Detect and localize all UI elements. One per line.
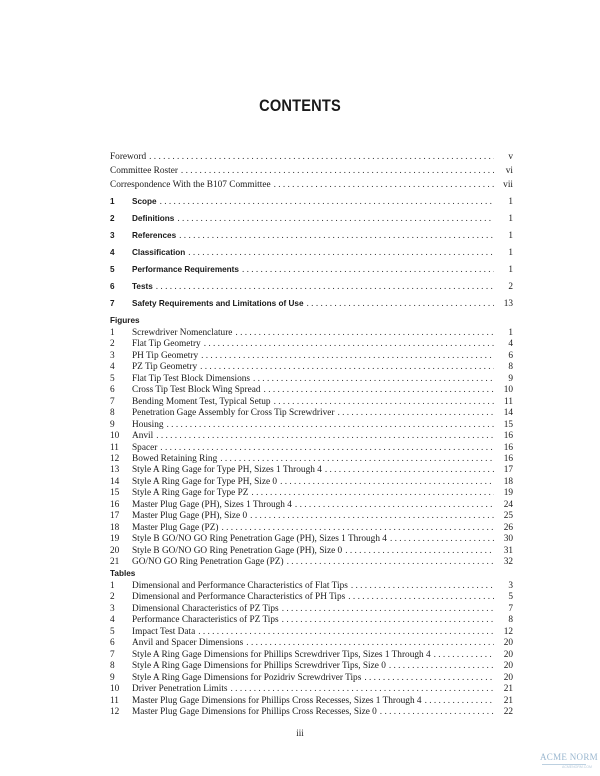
dot-leader bbox=[222, 522, 495, 534]
figure-number: 1 bbox=[110, 328, 115, 338]
section-number: 5 bbox=[110, 265, 115, 274]
figure-label: Style B GO/NO GO Ring Penetration Gage (PH), Sizes 1 Through 4 bbox=[132, 534, 387, 545]
dot-leader bbox=[295, 499, 494, 511]
table-page: 22 bbox=[503, 706, 513, 717]
figure-entry[interactable] bbox=[110, 430, 513, 442]
figure-label: Style A Ring Gage for Type PZ bbox=[132, 488, 249, 499]
toc-entry-page: vii bbox=[503, 180, 513, 190]
figure-entry[interactable] bbox=[110, 442, 513, 454]
figure-label: Spacer bbox=[132, 442, 158, 453]
table-entry[interactable] bbox=[110, 637, 513, 649]
figure-page: 31 bbox=[503, 545, 513, 556]
table-entry[interactable] bbox=[110, 649, 513, 661]
figure-number: 13 bbox=[110, 465, 120, 476]
figure-number: 15 bbox=[110, 488, 120, 499]
figure-page: 17 bbox=[503, 465, 513, 476]
table-number: 8 bbox=[110, 661, 115, 672]
table-label: Anvil and Spacer Dimensions bbox=[132, 638, 244, 649]
figure-page: 16 bbox=[503, 442, 513, 453]
figure-label: Bending Moment Test, Typical Setup bbox=[132, 396, 271, 407]
figure-number: 8 bbox=[110, 408, 115, 419]
table-page: 20 bbox=[503, 649, 513, 660]
dot-leader bbox=[282, 603, 494, 615]
dot-leader bbox=[201, 350, 494, 362]
table-number: 11 bbox=[110, 695, 119, 706]
page-number: iii bbox=[296, 728, 304, 738]
dot-leader bbox=[167, 419, 494, 431]
figure-label: Bowed Retaining Ring bbox=[132, 453, 218, 464]
section-page: 1 bbox=[508, 265, 513, 275]
table-label: Master Plug Gage Dimensions for Phillips Cross Recesses, Size 0 bbox=[132, 706, 377, 717]
figure-entry[interactable] bbox=[110, 556, 513, 568]
dot-leader bbox=[274, 179, 494, 191]
dot-leader bbox=[177, 213, 494, 225]
dot-leader bbox=[181, 165, 494, 177]
table-page: 5 bbox=[508, 592, 513, 603]
dot-leader bbox=[200, 361, 494, 373]
table-number: 2 bbox=[110, 592, 115, 603]
figure-entry[interactable] bbox=[110, 510, 513, 522]
dot-leader bbox=[264, 384, 494, 396]
figure-page: 9 bbox=[508, 373, 513, 384]
dot-leader bbox=[337, 407, 494, 419]
figure-entry[interactable] bbox=[110, 533, 513, 545]
dot-leader bbox=[253, 373, 494, 385]
watermark-subtext: ACMENORM.COM bbox=[562, 765, 592, 769]
table-page: 8 bbox=[508, 615, 513, 626]
figure-entry[interactable] bbox=[110, 361, 513, 373]
dot-leader bbox=[246, 637, 494, 649]
section-number: 3 bbox=[110, 231, 115, 240]
toc-section-tests[interactable] bbox=[110, 281, 513, 293]
section-label: Classification bbox=[132, 248, 186, 257]
figure-page: 16 bbox=[503, 453, 513, 464]
figure-page: 6 bbox=[508, 350, 513, 361]
section-number: 1 bbox=[110, 197, 115, 206]
table-label: Performance Characteristics of PZ Tips bbox=[132, 615, 279, 626]
figure-entry[interactable] bbox=[110, 350, 513, 362]
figure-number: 18 bbox=[110, 522, 120, 533]
dot-leader bbox=[156, 430, 494, 442]
table-page: 20 bbox=[503, 672, 513, 683]
figure-page: 16 bbox=[503, 431, 513, 442]
figure-number: 12 bbox=[110, 453, 120, 464]
dot-leader bbox=[251, 487, 494, 499]
table-number: 7 bbox=[110, 649, 115, 660]
dot-leader bbox=[220, 453, 494, 465]
toc-entry-label: Committee Roster bbox=[110, 166, 178, 176]
section-label: Scope bbox=[132, 197, 157, 206]
table-entry[interactable] bbox=[110, 660, 513, 672]
figure-number: 10 bbox=[110, 431, 120, 442]
figure-label: Style B GO/NO GO Ring Penetration Gage (PH), Size 0 bbox=[132, 545, 343, 556]
table-page: 21 bbox=[503, 695, 513, 706]
toc-entry-committee-roster[interactable] bbox=[110, 165, 513, 177]
figure-page: 4 bbox=[508, 339, 513, 350]
section-number: 2 bbox=[110, 214, 115, 223]
figure-label: Master Plug Gage (PZ) bbox=[132, 522, 219, 533]
toc-section-classification[interactable] bbox=[110, 247, 513, 259]
table-entry[interactable] bbox=[110, 683, 513, 695]
table-number: 3 bbox=[110, 603, 115, 614]
table-label: Master Plug Gage Dimensions for Phillips Cross Recesses, Sizes 1 Through 4 bbox=[132, 695, 422, 706]
section-label: Performance Requirements bbox=[132, 265, 239, 274]
tables-heading: Tables bbox=[110, 569, 136, 578]
dot-leader bbox=[380, 706, 494, 718]
figure-page: 26 bbox=[503, 522, 513, 533]
figure-entry[interactable] bbox=[110, 545, 513, 557]
section-page: 13 bbox=[503, 299, 513, 309]
dot-leader bbox=[280, 476, 494, 488]
dot-leader bbox=[160, 442, 494, 454]
table-page: 12 bbox=[503, 626, 513, 637]
dot-leader bbox=[188, 247, 494, 259]
figure-entry[interactable] bbox=[110, 464, 513, 476]
figure-label: GO/NO GO Ring Penetration Gage (PZ) bbox=[132, 557, 284, 567]
figure-entry[interactable] bbox=[110, 327, 513, 339]
toc-section-scope[interactable] bbox=[110, 196, 513, 208]
figure-entry[interactable] bbox=[110, 499, 513, 511]
table-label: Style A Ring Gage Dimensions for Phillips Screwdriver Tips, Size 0 bbox=[132, 661, 386, 672]
dot-leader bbox=[348, 591, 494, 603]
toc-section-safety[interactable] bbox=[110, 298, 513, 310]
dot-leader bbox=[274, 396, 494, 408]
dot-leader bbox=[307, 298, 494, 310]
table-number: 1 bbox=[110, 581, 115, 591]
dot-leader bbox=[242, 264, 494, 276]
table-number: 5 bbox=[110, 626, 115, 637]
figure-page: 11 bbox=[504, 396, 513, 407]
section-label: Tests bbox=[132, 282, 153, 291]
figure-number: 11 bbox=[110, 442, 119, 453]
toc-entry-foreword[interactable] bbox=[110, 151, 513, 163]
table-page: 7 bbox=[508, 603, 513, 614]
watermark-text: ACME NORM bbox=[540, 752, 598, 762]
figure-page: 8 bbox=[508, 362, 513, 373]
figure-label: PZ Tip Geometry bbox=[132, 362, 198, 373]
figure-number: 19 bbox=[110, 534, 120, 545]
figure-entry[interactable] bbox=[110, 338, 513, 350]
table-entry[interactable] bbox=[110, 672, 513, 684]
toc-entry-correspondence[interactable] bbox=[110, 179, 513, 191]
toc-entry-page: vi bbox=[505, 166, 513, 176]
dot-leader bbox=[389, 660, 494, 672]
figure-number: 4 bbox=[110, 362, 115, 373]
table-page: 3 bbox=[508, 581, 513, 591]
figure-entry[interactable] bbox=[110, 476, 513, 488]
section-label: Safety Requirements and Limitations of Use bbox=[132, 299, 304, 308]
figure-number: 3 bbox=[110, 350, 115, 361]
figure-page: 14 bbox=[503, 408, 513, 419]
toc-entry-label: Correspondence With the B107 Committee bbox=[110, 180, 271, 190]
dot-leader bbox=[149, 151, 494, 163]
table-label: Dimensional and Performance Characteristics of Flat Tips bbox=[132, 581, 348, 591]
figure-number: 16 bbox=[110, 499, 120, 510]
figure-number: 7 bbox=[110, 396, 115, 407]
figure-label: Flat Tip Test Block Dimensions bbox=[132, 373, 250, 384]
figure-label: Style A Ring Gage for Type PH, Size 0 bbox=[132, 476, 278, 487]
figure-entry[interactable] bbox=[110, 453, 513, 465]
dot-leader bbox=[287, 556, 494, 568]
table-label: Driver Penetration Limits bbox=[132, 684, 228, 695]
section-page: 1 bbox=[508, 214, 513, 224]
watermark-logo bbox=[540, 752, 598, 770]
table-number: 6 bbox=[110, 638, 115, 649]
table-entry[interactable] bbox=[110, 591, 513, 603]
section-page: 2 bbox=[508, 282, 513, 292]
dot-leader bbox=[351, 580, 494, 592]
figures-heading: Figures bbox=[110, 316, 140, 325]
dot-leader bbox=[425, 695, 494, 707]
table-page: 20 bbox=[503, 638, 513, 649]
toc-entry-page: v bbox=[508, 152, 513, 162]
figure-label: Screwdriver Nomenclature bbox=[132, 328, 233, 338]
toc-section-references[interactable] bbox=[110, 230, 513, 242]
table-label: Impact Test Data bbox=[132, 626, 196, 637]
dot-leader bbox=[364, 672, 494, 684]
table-label: Dimensional and Performance Characteristics of PH Tips bbox=[132, 592, 346, 603]
table-entry[interactable] bbox=[110, 614, 513, 626]
figure-entry[interactable] bbox=[110, 522, 513, 534]
figure-page: 19 bbox=[503, 488, 513, 499]
toc-section-definitions[interactable] bbox=[110, 213, 513, 225]
section-label: Definitions bbox=[132, 214, 175, 223]
toc-section-performance-requirements[interactable] bbox=[110, 264, 513, 276]
figure-entry[interactable] bbox=[110, 407, 513, 419]
dot-leader bbox=[198, 626, 494, 638]
section-number: 7 bbox=[110, 299, 115, 308]
figure-page: 1 bbox=[508, 328, 513, 338]
figure-page: 24 bbox=[503, 499, 513, 510]
figure-number: 2 bbox=[110, 339, 115, 350]
figure-page: 30 bbox=[503, 534, 513, 545]
figure-page: 18 bbox=[503, 476, 513, 487]
table-number: 9 bbox=[110, 672, 115, 683]
figure-label: Penetration Gage Assembly for Cross Tip Screwdriver bbox=[132, 408, 335, 419]
figure-number: 5 bbox=[110, 373, 115, 384]
figure-label: Anvil bbox=[132, 431, 154, 442]
figure-number: 21 bbox=[110, 557, 120, 567]
table-entry[interactable] bbox=[110, 580, 513, 592]
table-number: 4 bbox=[110, 615, 115, 626]
table-label: Dimensional Characteristics of PZ Tips bbox=[132, 603, 279, 614]
table-entry[interactable] bbox=[110, 603, 513, 615]
figure-number: 14 bbox=[110, 476, 120, 487]
table-number: 12 bbox=[110, 706, 120, 717]
table-number: 10 bbox=[110, 684, 120, 695]
figure-number: 20 bbox=[110, 545, 120, 556]
page-title: CONTENTS bbox=[259, 96, 341, 115]
table-page: 20 bbox=[503, 661, 513, 672]
figure-label: Housing bbox=[132, 419, 164, 430]
table-entry[interactable] bbox=[110, 695, 513, 707]
dot-leader bbox=[390, 533, 494, 545]
dot-leader bbox=[204, 338, 494, 350]
section-page: 1 bbox=[508, 248, 513, 258]
table-label: Style A Ring Gage Dimensions for Pozidriv Screwdriver Tips bbox=[132, 672, 362, 683]
table-entry[interactable] bbox=[110, 706, 513, 718]
dot-leader bbox=[325, 464, 494, 476]
dot-leader bbox=[156, 281, 494, 293]
figure-page: 25 bbox=[503, 511, 513, 522]
figure-number: 9 bbox=[110, 419, 115, 430]
figure-label: Flat Tip Geometry bbox=[132, 339, 201, 350]
dot-leader bbox=[179, 230, 494, 242]
dot-leader bbox=[434, 649, 494, 661]
table-page: 21 bbox=[503, 684, 513, 695]
figure-entry[interactable] bbox=[110, 419, 513, 431]
figure-entry[interactable] bbox=[110, 396, 513, 408]
toc-entry-label: Foreword bbox=[110, 152, 147, 162]
figure-page: 15 bbox=[503, 419, 513, 430]
section-page: 1 bbox=[508, 231, 513, 241]
figure-entry[interactable] bbox=[110, 384, 513, 396]
dot-leader bbox=[160, 196, 494, 208]
figure-label: Cross Tip Test Block Wing Spread bbox=[132, 385, 261, 396]
section-number: 6 bbox=[110, 282, 115, 291]
figure-label: Master Plug Gage (PH), Sizes 1 Through 4 bbox=[132, 499, 292, 510]
dot-leader bbox=[250, 510, 494, 522]
figure-label: Master Plug Gage (PH), Size 0 bbox=[132, 511, 248, 522]
figure-number: 6 bbox=[110, 385, 115, 396]
figure-entry[interactable] bbox=[110, 373, 513, 385]
figure-entry[interactable] bbox=[110, 487, 513, 499]
table-label: Style A Ring Gage Dimensions for Phillips Screwdriver Tips, Sizes 1 Through 4 bbox=[132, 649, 431, 660]
dot-leader bbox=[231, 683, 494, 695]
dot-leader bbox=[235, 327, 494, 339]
table-entry[interactable] bbox=[110, 626, 513, 638]
figure-number: 17 bbox=[110, 511, 120, 522]
figure-page: 10 bbox=[503, 385, 513, 396]
figure-label: Style A Ring Gage for Type PH, Sizes 1 Through 4 bbox=[132, 465, 322, 476]
dot-leader bbox=[345, 545, 494, 557]
dot-leader bbox=[282, 614, 494, 626]
figure-page: 32 bbox=[503, 557, 513, 567]
section-number: 4 bbox=[110, 248, 115, 257]
section-page: 1 bbox=[508, 197, 513, 207]
section-label: References bbox=[132, 231, 177, 240]
figure-label: PH Tip Geometry bbox=[132, 350, 199, 361]
